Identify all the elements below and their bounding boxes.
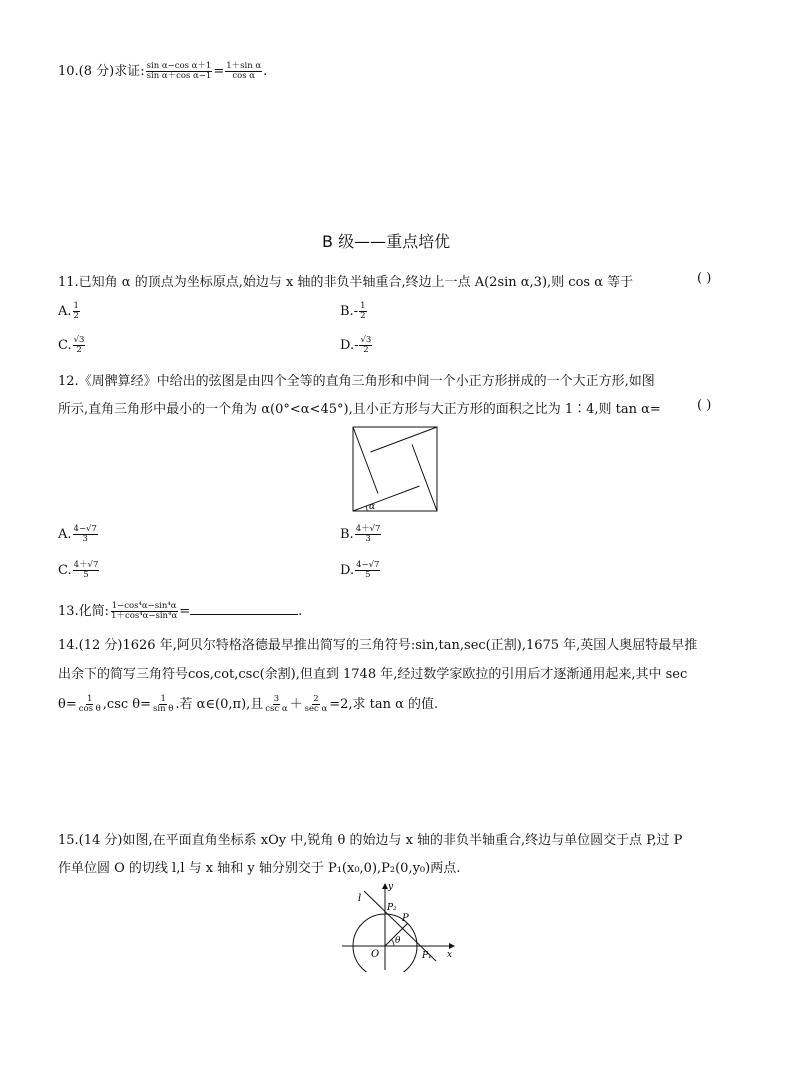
q12-option-b-den: 3 — [365, 534, 371, 544]
q14-line-3 — [58, 693, 438, 714]
q11-option-d-label: D.- — [340, 338, 359, 353]
section-heading: B 级——重点培优 — [322, 232, 451, 251]
q14-csc-den: sin θ — [153, 704, 174, 714]
q12-option-d-fraction — [355, 561, 380, 580]
q15-label-p2: P₂ — [387, 903, 397, 913]
question-13 — [58, 600, 302, 621]
q14-line-2: 出余下的简写三角符号cos,cot,csc(余割),但直到 1748 年,经过数学家欧拉的引用后才逐渐通用起来,其中 sec — [58, 667, 688, 682]
q12-paren: ( ) — [697, 398, 712, 413]
q12-option-a-label: A. — [58, 527, 72, 542]
q14-text-c: .若 α∈(0,π),且 — [175, 697, 264, 712]
q14-fraction-3-den: csc α — [265, 704, 288, 714]
q12-option-c — [58, 561, 100, 580]
q13-numerator: 1−cos⁴α−sin⁴α — [111, 601, 177, 611]
q15-line-2: 作单位圆 O 的切线 l,l 与 x 轴和 y 轴分别交于 P₁(x₀,0),P₂(0,y₀)两点. — [58, 861, 461, 876]
q11-option-a-num: 1 — [73, 301, 79, 311]
q12-option-a-num: 4−√7 — [73, 524, 97, 534]
q14-fraction-4-den: sec α — [304, 704, 328, 714]
q14-csc-num: 1 — [160, 694, 166, 704]
q15-label-p1: P₁ — [422, 951, 432, 961]
q15-unit-circle-figure — [338, 880, 460, 972]
q11-paren: ( ) — [697, 271, 712, 286]
q10-prefix: 10.(8 分)求证: — [58, 64, 145, 79]
q10-rhs-numerator: 1＋sin α — [226, 61, 262, 71]
q11-option-d-num: √3 — [360, 335, 372, 345]
q10-equals: = — [213, 64, 225, 79]
q14-text-b: ,csc θ= — [102, 697, 152, 712]
q15-label-o: O — [371, 949, 380, 960]
q15-line-1: 15.(14 分)如图,在平面直角坐标系 xOy 中,锐角 θ 的始边与 x 轴的非负半轴重合,终边与单位圆交于点 P,过 P — [58, 833, 683, 848]
q14-sec-den: cos θ — [78, 704, 101, 714]
q12-option-b-fraction — [355, 525, 382, 544]
q12-chord-figure — [350, 424, 442, 516]
q12-option-d-den: 5 — [365, 570, 371, 580]
q12-segment-a — [353, 486, 420, 511]
q12-option-d-label: D. — [340, 563, 355, 578]
q12-option-c-num: 4＋√7 — [73, 560, 99, 570]
q12-option-b-num: 4＋√7 — [355, 524, 381, 534]
q14-fraction-4-num: 2 — [313, 694, 319, 704]
q12-outer-square — [353, 427, 437, 511]
q10-end: . — [263, 64, 268, 79]
q14-sec-fraction — [78, 695, 102, 714]
q12-line-2: 所示,直角三角形中最小的一个角为 α(0°<α<45°),且小正方形与大正方形的面积之比为 1∶4,则 tan α= — [58, 402, 661, 417]
q14-text-e: =2,求 tan α 的值. — [329, 697, 439, 712]
q13-equals: = — [179, 604, 191, 619]
q12-option-d-num: 4−√7 — [356, 560, 380, 570]
q11-option-d-fraction — [359, 336, 372, 355]
q11-option-a-den: 2 — [73, 311, 79, 321]
question-10 — [58, 60, 267, 81]
q15-label-y: y — [388, 882, 394, 892]
q14-fraction-4 — [304, 695, 329, 714]
q14-text-a: θ= — [58, 697, 77, 712]
q14-text-d: ＋ — [289, 697, 303, 712]
q11-option-a-fraction — [73, 302, 80, 321]
q11-option-c — [58, 336, 86, 355]
q10-lhs-denominator: sin α＋cos α−1 — [146, 71, 212, 81]
q11-option-a — [58, 302, 81, 321]
q11-option-b-den: 2 — [360, 311, 366, 321]
q15-label-theta: θ — [395, 936, 401, 946]
q11-option-b-num: 1 — [360, 301, 366, 311]
q13-end: . — [298, 604, 303, 619]
q11-option-b-fraction — [359, 302, 366, 321]
q12-angle-label: α — [369, 502, 376, 512]
q12-segment-d — [353, 427, 378, 494]
q11-option-d — [340, 336, 373, 355]
q12-inner-quadrilateral — [353, 427, 437, 511]
q11-option-c-den: 2 — [76, 345, 82, 355]
q15-label-l: l — [358, 893, 362, 904]
q14-csc-fraction — [152, 695, 174, 714]
q15-label-x: x — [447, 950, 453, 960]
q11-stem: 11.已知角 α 的顶点为坐标原点,始边与 x 轴的非负半轴重合,终边上一点 A(2sin α,3),则 cos α 等于 — [58, 275, 634, 290]
q13-fraction — [110, 602, 178, 621]
q10-rhs-denominator: cos α — [232, 71, 256, 81]
q12-segment-c — [371, 427, 438, 452]
q10-lhs-fraction — [146, 62, 213, 81]
q15-label-p: P — [402, 913, 409, 924]
q11-option-d-den: 2 — [363, 345, 369, 355]
q12-segment-b — [412, 445, 437, 512]
q14-line-1: 14.(12 分)1626 年,阿贝尔特格洛德最早推出简写的三角符号:sin,tan,sec(正割),1675 年,英国人奥屈特最早推 — [58, 638, 698, 653]
q14-fraction-3-num: 3 — [273, 694, 280, 704]
q11-option-c-num: √3 — [73, 335, 85, 345]
q12-option-b — [340, 525, 382, 544]
q12-option-a — [58, 525, 99, 544]
q14-fraction-3 — [264, 695, 288, 714]
q11-option-c-fraction — [73, 336, 86, 355]
q13-answer-blank[interactable] — [190, 603, 298, 615]
q12-option-d — [340, 561, 381, 580]
q13-denominator: 1＋cos⁴α−sin⁴α — [111, 611, 178, 621]
q11-option-b — [340, 302, 368, 321]
q12-option-c-fraction — [73, 561, 100, 580]
q12-line-1: 12.《周髀算经》中给出的弦图是由四个全等的直角三角形和中间一个小正方形拼成的一个大正方形,如图 — [58, 374, 655, 389]
q12-option-c-den: 5 — [83, 570, 89, 580]
q12-option-b-label: B. — [340, 527, 354, 542]
q11-option-b-label: B.- — [340, 304, 359, 319]
q13-prefix: 13.化简: — [58, 604, 110, 619]
q12-angle-arc — [366, 506, 367, 511]
q12-option-a-den: 3 — [82, 534, 88, 544]
q11-option-a-label: A. — [58, 304, 72, 319]
q11-option-c-label: C. — [58, 338, 72, 353]
q10-rhs-fraction — [225, 62, 262, 81]
q15-theta-arc — [391, 940, 394, 946]
q14-sec-num: 1 — [87, 694, 93, 704]
q10-lhs-numerator: sin α−cos α＋1 — [146, 61, 212, 71]
q12-option-a-fraction — [73, 525, 98, 544]
q12-option-c-label: C. — [58, 563, 72, 578]
